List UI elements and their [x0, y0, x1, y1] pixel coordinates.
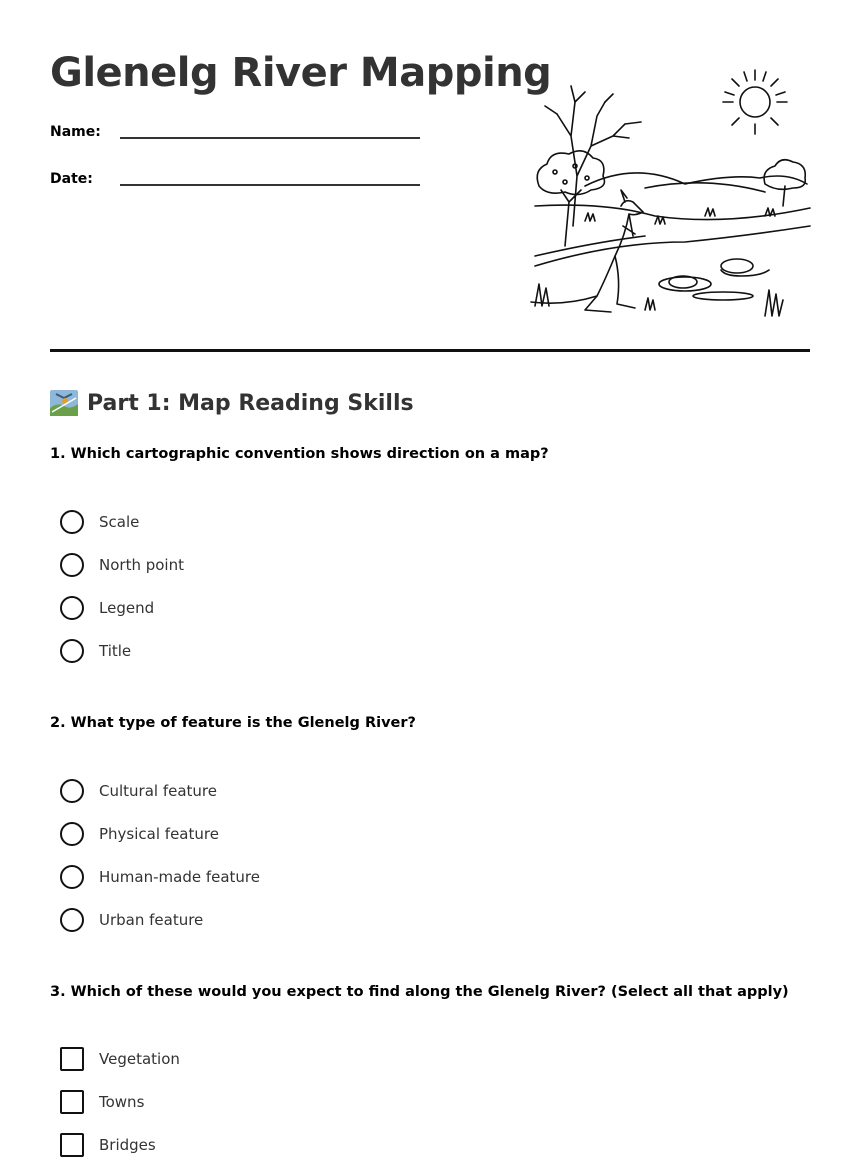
question-2-options: [60, 769, 260, 941]
option-label: Towns: [99, 1092, 145, 1111]
small-tree-icon: [764, 160, 805, 206]
q1-option-north-point[interactable]: [60, 543, 184, 586]
header-divider: [50, 349, 810, 352]
radio-button[interactable]: [60, 596, 84, 620]
q3-option-vegetation[interactable]: [60, 1037, 180, 1080]
option-label: Vegetation: [99, 1049, 180, 1068]
checkbox[interactable]: [60, 1133, 84, 1157]
radio-button[interactable]: [60, 908, 84, 932]
sun-icon: [723, 70, 787, 134]
date-input-line[interactable]: [120, 184, 420, 186]
option-label: Title: [99, 641, 132, 660]
radio-button[interactable]: [60, 553, 84, 577]
option-label: Bridges: [99, 1135, 156, 1154]
checkbox[interactable]: [60, 1047, 84, 1071]
option-label: North point: [99, 555, 184, 574]
radio-button[interactable]: [60, 639, 84, 663]
q2-option-human-made-feature[interactable]: [60, 855, 260, 898]
q2-option-urban-feature[interactable]: [60, 898, 260, 941]
radio-button[interactable]: [60, 865, 84, 889]
name-field[interactable]: [50, 116, 430, 146]
option-label: Scale: [99, 512, 140, 531]
option-label: Human-made feature: [99, 867, 260, 886]
map-icon: [50, 390, 78, 416]
radio-button[interactable]: [60, 822, 84, 846]
question-2: 2. What type of feature is the Glenelg River?: [50, 715, 416, 731]
q1-option-legend[interactable]: [60, 586, 184, 629]
platypus-icon: [659, 259, 769, 300]
q3-option-bridges[interactable]: [60, 1123, 180, 1166]
q2-option-cultural-feature[interactable]: [60, 769, 260, 812]
option-label: Physical feature: [99, 824, 219, 843]
question-1-options: [60, 500, 184, 672]
kangaroo-icon: [531, 190, 643, 312]
checkbox[interactable]: [60, 1090, 84, 1114]
option-label: Urban feature: [99, 910, 204, 929]
date-field[interactable]: [50, 163, 430, 193]
q2-option-physical-feature[interactable]: [60, 812, 260, 855]
date-label: Date:: [50, 171, 93, 187]
q1-option-scale[interactable]: [60, 500, 184, 543]
q1-option-title[interactable]: [60, 629, 184, 672]
name-label: Name:: [50, 124, 101, 140]
name-input-line[interactable]: [120, 137, 420, 139]
option-label: Cultural feature: [99, 781, 217, 800]
question-3: 3. Which of these would you expect to find along the Glenelg River? (Select all that apply): [50, 984, 789, 1000]
question-3-options: [60, 1037, 180, 1166]
radio-button[interactable]: [60, 510, 84, 534]
bushy-tree-icon: [537, 151, 604, 246]
question-1: 1. Which cartographic convention shows direction on a map?: [50, 446, 549, 462]
q3-option-towns[interactable]: [60, 1080, 180, 1123]
section-heading-text: Part 1: Map Reading Skills: [87, 390, 414, 416]
radio-button[interactable]: [60, 779, 84, 803]
river-landscape-illustration: [525, 66, 815, 328]
option-label: Legend: [99, 598, 155, 617]
section-heading: [50, 390, 414, 416]
page-title: Glenelg River Mapping: [50, 50, 552, 96]
